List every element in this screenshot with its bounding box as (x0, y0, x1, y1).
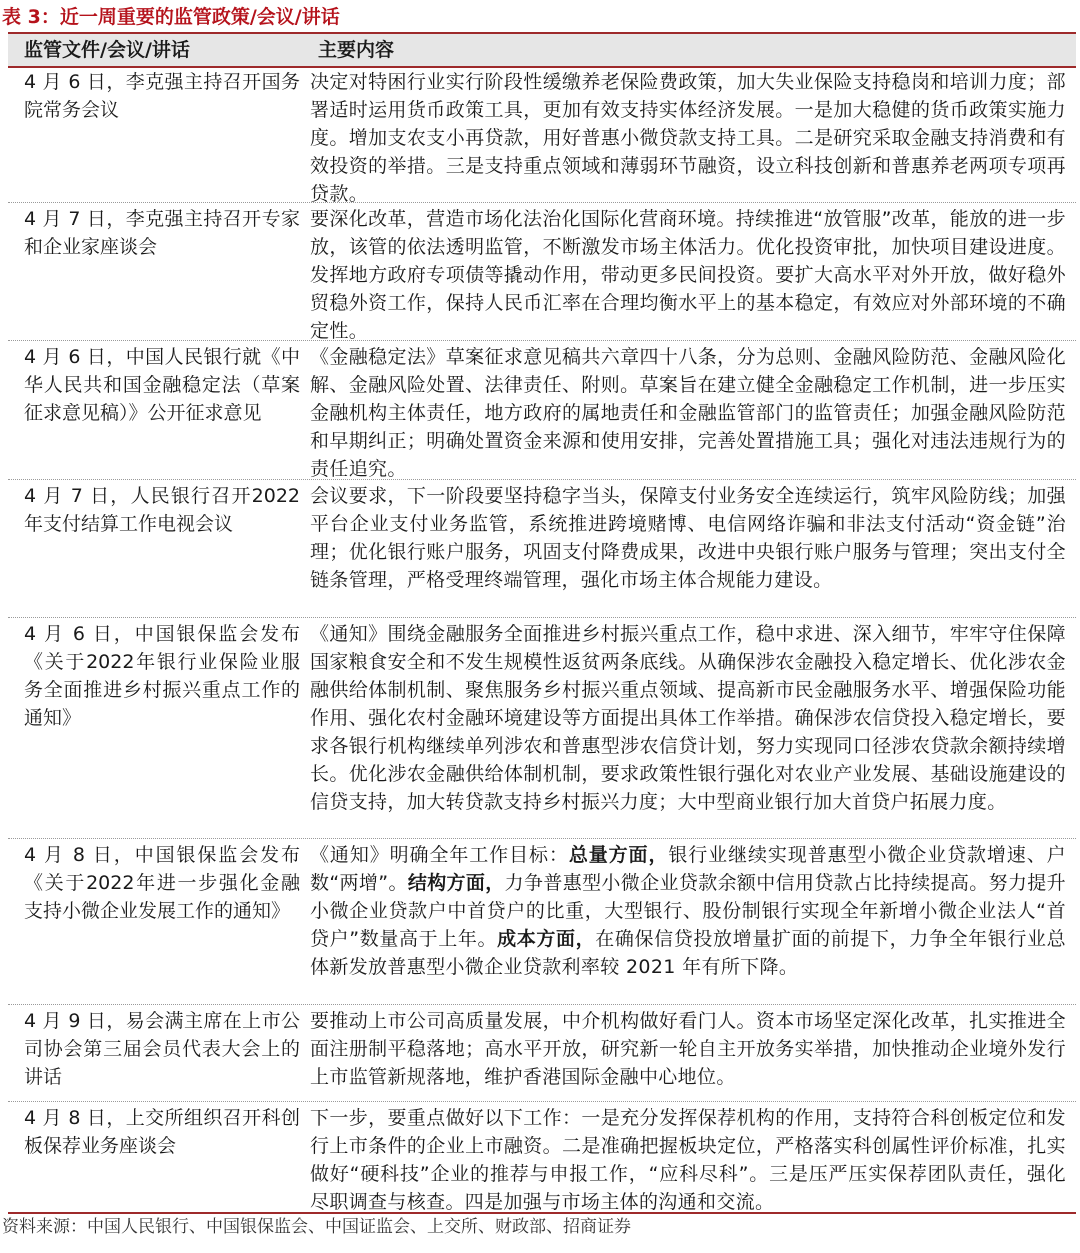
row-content (310, 841, 1066, 981)
table-row (8, 618, 1076, 839)
content-part: 银行业继续实现普惠型小微企业贷款增速、户数“两增”。 (310, 844, 1066, 894)
table-row (8, 203, 1076, 341)
header-col-content: 主要内容 (318, 39, 395, 61)
content-part-bold: 结构方面， (407, 872, 505, 894)
row-event: 4 月 7 日，人民银行召开2022 年支付结算工作电视会议 (24, 485, 300, 535)
table-title: 表 3：近一周重要的监管政策/会议/讲话 (2, 6, 340, 28)
row-event: 4 月 6 日，中国银保监会发布《关于2022年银行业保险业服务全面推进乡村振兴重点工作的通知》 (24, 623, 300, 729)
table-row (8, 66, 1076, 203)
content-part: 力争普惠型小微企业贷款余额中信用贷款占比持续提高。努力提升小微企业贷款户中首贷户的比重，大型银行、股份制银行实现全年新增小微企业法人“首贷户”数量高于上年。 (310, 872, 1066, 950)
row-event: 4 月 9 日，易会满主席在上市公司协会第三届会员代表大会上的讲话 (24, 1010, 300, 1088)
table-row (8, 1102, 1076, 1214)
content-part-bold: 成本方面， (497, 928, 596, 950)
table-row (8, 480, 1076, 618)
row-content: 下一步，要重点做好以下工作：一是充分发挥保荐机构的作用，支持符合科创板定位和发行上市条件的企业上市融资。二是准确把握板块定位，严格落实科创属性评价标准，扎实做好“硬科技”企业的推荐与申报工作，“应科尽科”。三是压严压实保荐团队责任，强化尽职调查与核查。四是加强与市场主体的沟通和交流。 (310, 1107, 1066, 1213)
row-content: 会议要求，下一阶段要坚持稳字当头，保障支付业务安全连续运行，筑牢风险防线；加强平台企业支付业务监管，系统推进跨境赌博、电信网络诈骗和非法支付活动“资金链”治理；优化银行账户服务，巩固支付降费成果，改进中央银行账户服务与管理；突出支付全链条管理，严格受理终端管理，强化市场主体合规能力建设。 (310, 485, 1066, 591)
header-col-documents: 监管文件/会议/讲话 (24, 39, 190, 61)
row-content: 《金融稳定法》草案征求意见稿共六章四十八条，分为总则、金融风险防范、金融风险化解、金融风险处置、法律责任、附则。草案旨在建立健全金融稳定工作机制，进一步压实金融机构主体责任，地方政府的属地责任和金融监管部门的监管责任；加强金融风险防范和早期纠正；明确处置资金来源和使用安排，完善处置措施工具；强化对违法违规行为的责任追究。 (310, 346, 1066, 480)
table-row (8, 1005, 1076, 1102)
content-part-bold: 总量方面， (568, 844, 669, 866)
row-content: 要推动上市公司高质量发展，中介机构做好看门人。资本市场坚定深化改革，扎实推进全面注册制平稳落地；高水平开放，研究新一轮自主开放务实举措，加快推动企业境外发行上市监管新规落地，维护香港国际金融中心地位。 (310, 1010, 1066, 1088)
content-part: 在确保信贷投放增量扩面的前提下，力争全年银行业总体新发放普惠型小微企业贷款利率较 2021 年有所下降。 (310, 928, 1066, 978)
table-row (8, 839, 1076, 1005)
row-event: 4 月 8 日，中国银保监会发布《关于2022年进一步强化金融支持小微企业发展工作的通知》 (24, 844, 300, 922)
row-content: 要深化改革，营造市场化法治化国际化营商环境。持续推进“放管服”改革，能放的进一步放，该管的依法透明监管，不断激发市场主体活力。优化投资审批，加快项目建设进度。发挥地方政府专项债等撬动作用，带动更多民间投资。要扩大高水平对外开放，做好稳外贸稳外资工作，保持人民币汇率在合理均衡水平上的基本稳定，有效应对外部环境的不确定性。 (310, 208, 1066, 342)
row-content: 《通知》围绕金融服务全面推进乡村振兴重点工作，稳中求进、深入细节，牢牢守住保障国家粮食安全和不发生规模性返贫两条底线。从确保涉农金融投入稳定增长、优化涉农金融供给体制机制、聚焦服务乡村振兴重点领域、提高新市民金融服务水平、增强保险功能作用、强化农村金融环境建设等方面提出具体工作举措。确保涉农信贷投入稳定增长，要求各银行机构继续单列涉农和普惠型涉农信贷计划，努力实现同口径涉农贷款余额持续增长。优化涉农金融供给体制机制，要求政策性银行强化对农业产业发展、基础设施建设的信贷支持，加大转贷款支持乡村振兴力度；大中型商业银行加大首贷户拓展力度。 (310, 623, 1066, 813)
row-event: 4 月 6 日，李克强主持召开国务院常务会议 (24, 71, 300, 121)
row-event: 4 月 6 日，中国人民银行就《中华人民共和国金融稳定法（草案征求意见稿）》公开征求意见 (24, 346, 300, 424)
row-event: 4 月 8 日，上交所组织召开科创板保荐业务座谈会 (24, 1107, 300, 1157)
row-content: 决定对特困行业实行阶段性缓缴养老保险费政策，加大失业保险支持稳岗和培训力度；部署适时运用货币政策工具，更加有效支持实体经济发展。一是加大稳健的货币政策实施力度。增加支农支小再贷款，用好普惠小微贷款支持工具。二是研究采取金融支持消费和有效投资的举措。三是支持重点领域和薄弱环节融资，设立科技创新和普惠养老两项专项再贷款。 (310, 71, 1066, 205)
content-part: 《通知》明确全年工作目标： (310, 844, 569, 866)
source-note: 资料来源：中国人民银行、中国银保监会、中国证监会、上交所、财政部、招商证券 (2, 1217, 631, 1237)
table-header (8, 32, 1076, 68)
row-event: 4 月 7 日，李克强主持召开专家和企业家座谈会 (24, 208, 300, 258)
table-row (8, 341, 1076, 480)
